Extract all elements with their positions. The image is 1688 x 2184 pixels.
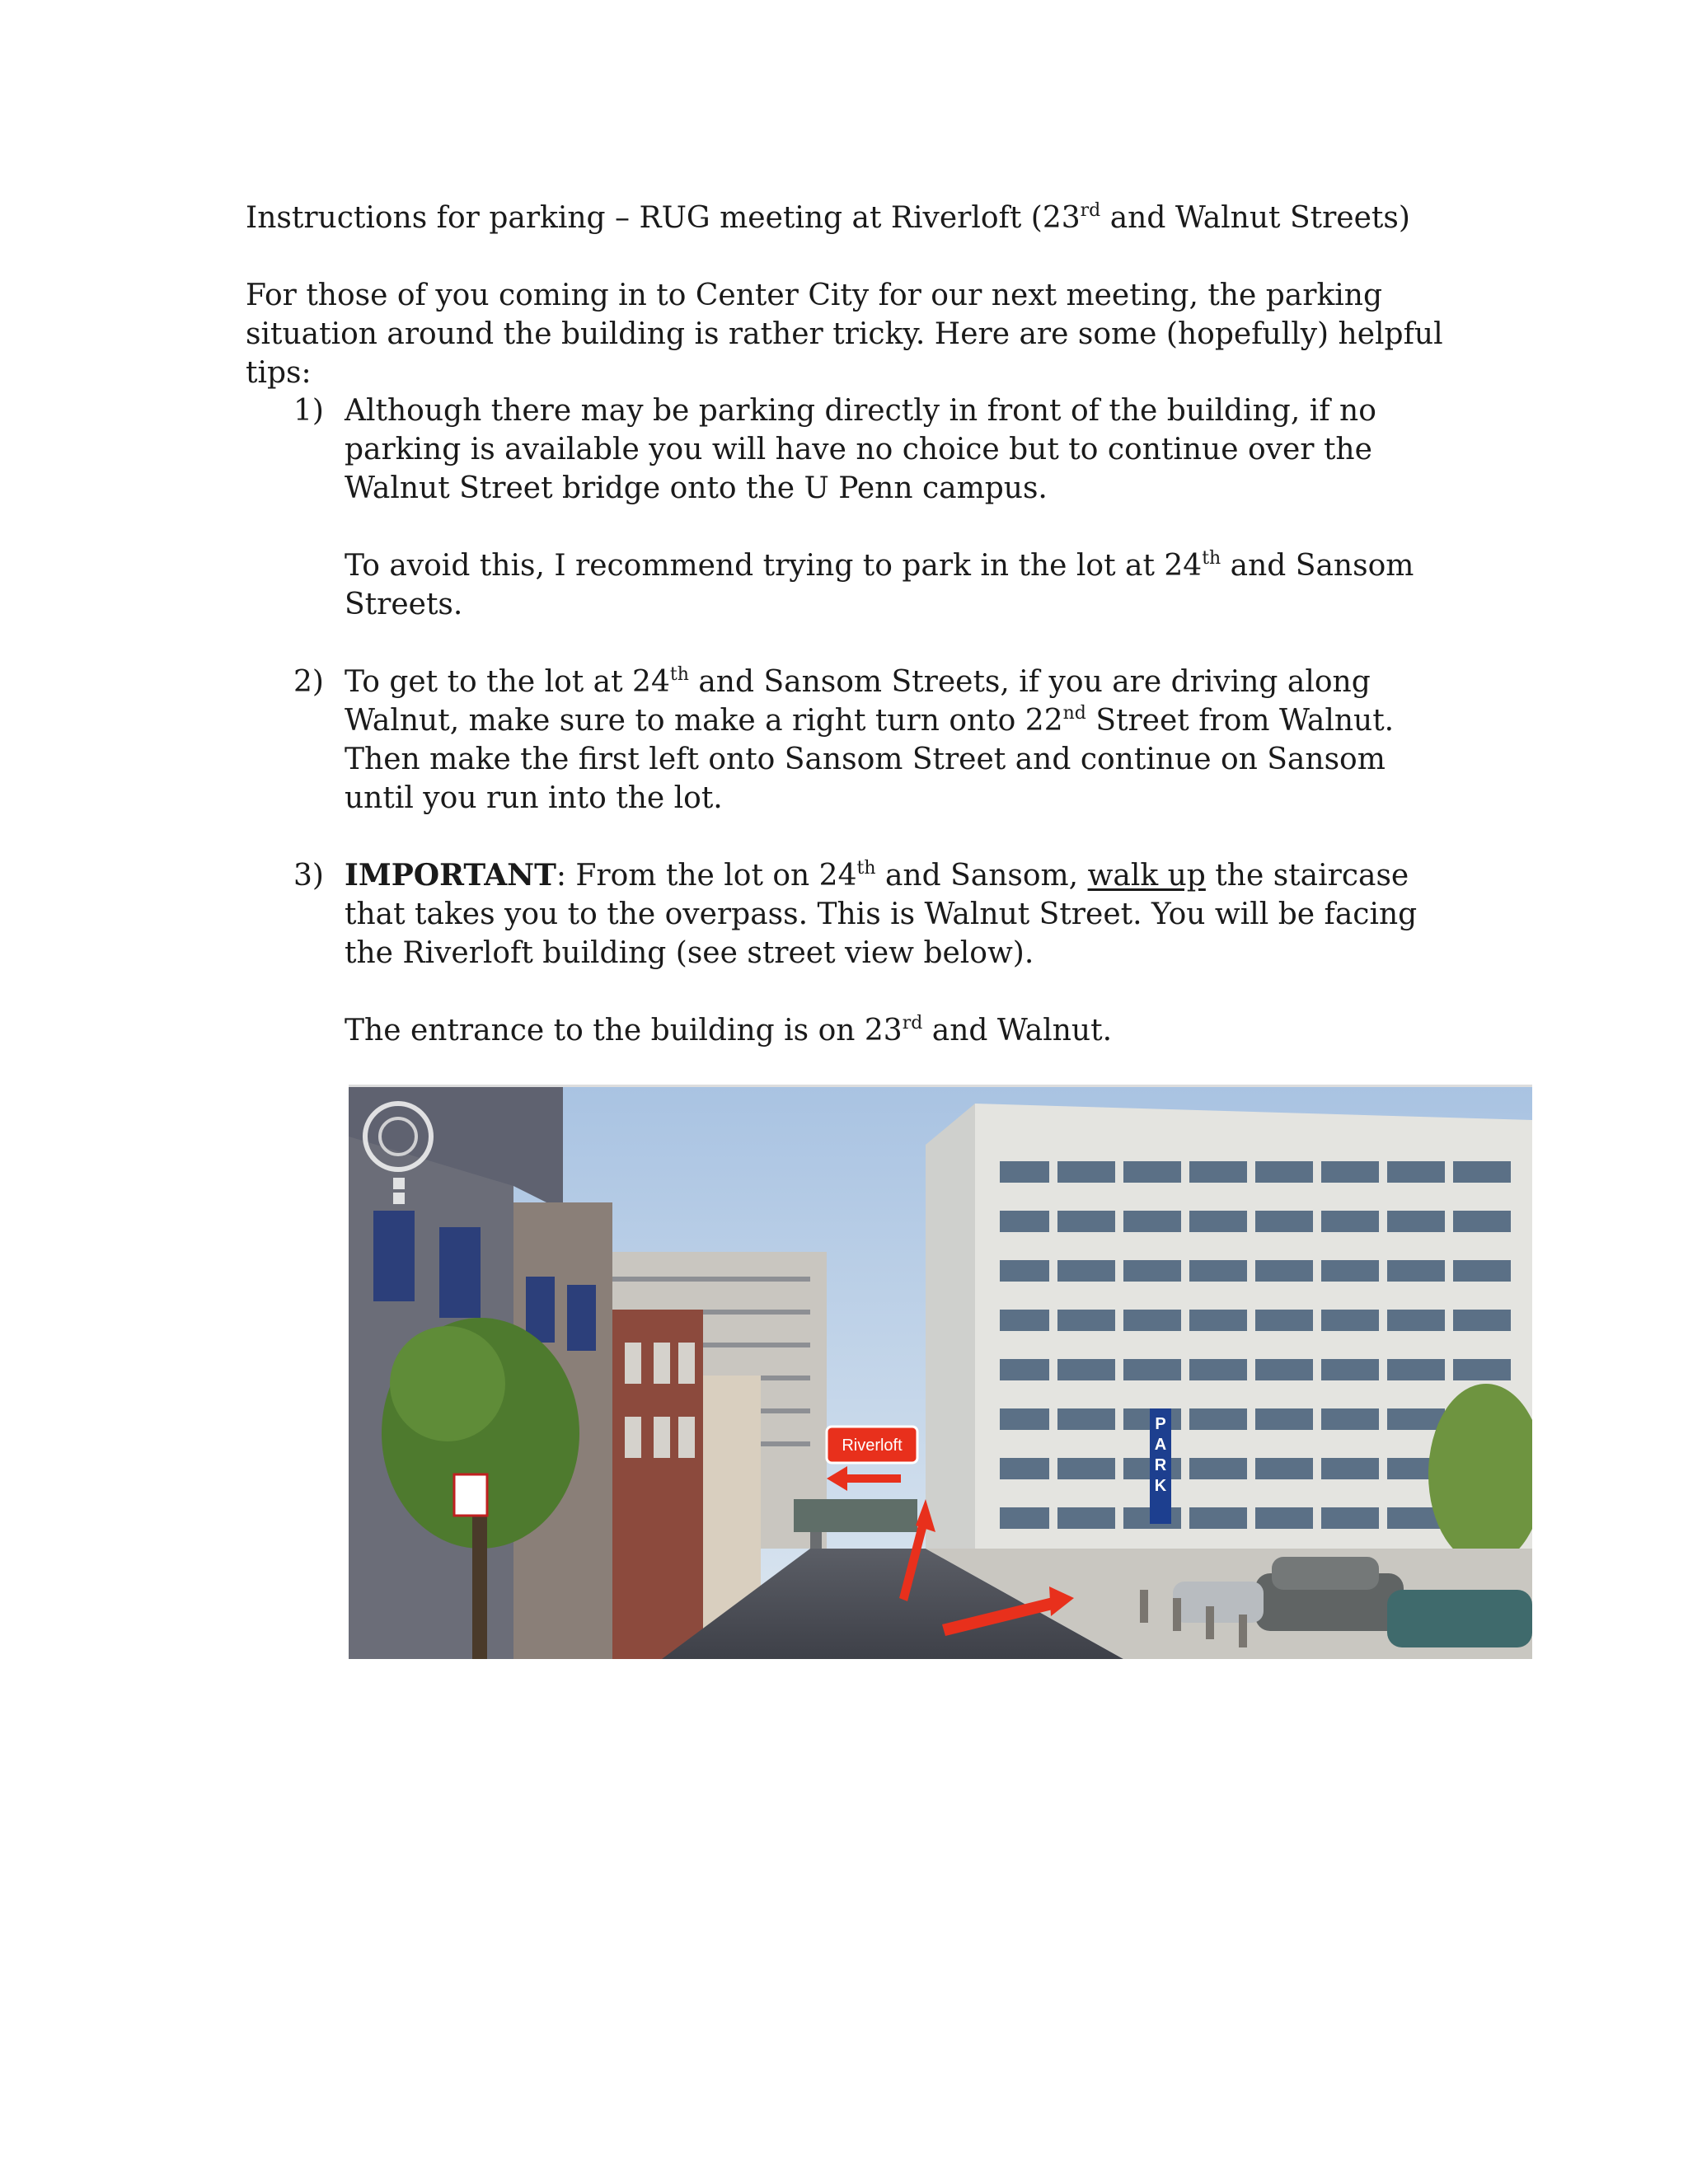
list-paragraph: Although there may be parking directly in front of the building, if no parking is available you will have no choice but to continue over the Walnut Street bridge onto the U Penn campus. xyxy=(345,394,1376,505)
list-number: 2) xyxy=(293,665,324,699)
street-view-image xyxy=(349,1085,1532,1659)
title-text: Instructions for parking – RUG meeting at Riverloft (23 xyxy=(246,201,1081,235)
svg-text:A: A xyxy=(1154,1436,1167,1454)
underlined-text: walk up xyxy=(1087,859,1206,893)
riverloft-sign-label: Riverloft xyxy=(842,1436,903,1455)
svg-text:K: K xyxy=(1154,1477,1167,1495)
list-item xyxy=(293,856,1464,1050)
list-number: 3) xyxy=(293,859,324,893)
title-superscript: rd xyxy=(1080,200,1101,221)
park-sign-p: P xyxy=(1155,1415,1166,1433)
title-text-end: and Walnut Streets) xyxy=(1100,201,1410,235)
street-view-illustration xyxy=(349,1087,1532,1659)
important-label: IMPORTANT xyxy=(345,858,556,893)
list-paragraph: To avoid this, I recommend trying to park in the lot at 24th and Sansom Streets. xyxy=(345,548,1414,621)
list-paragraph: The entrance to the building is on 23rd and Walnut. xyxy=(345,1013,1113,1047)
list-paragraph: IMPORTANT: From the lot on 24th and Sansom, walk up the staircase that takes you to the overpass. This is Walnut Street. You will be facing the Riverloft building (see street view below). xyxy=(345,858,1418,970)
intro-paragraph: For those of you coming in to Center City for our next meeting, the parking situation around the building is rather tricky. Here are some (hopefully) helpful tips: xyxy=(246,279,1443,390)
svg-text:R: R xyxy=(1154,1456,1167,1474)
document-title xyxy=(246,199,1410,237)
overpass xyxy=(794,1499,917,1532)
tips-list xyxy=(293,391,1464,1089)
list-number: 1) xyxy=(293,394,324,428)
list-item xyxy=(293,663,1464,818)
list-paragraph: To get to the lot at 24th and Sansom Streets, if you are driving along Walnut, make sure to make a right turn onto 22nd Street from Walnut. Then make the first left onto Sansom Street and continue on Sansom until you run into the lot. xyxy=(345,664,1395,815)
list-item xyxy=(293,391,1464,624)
